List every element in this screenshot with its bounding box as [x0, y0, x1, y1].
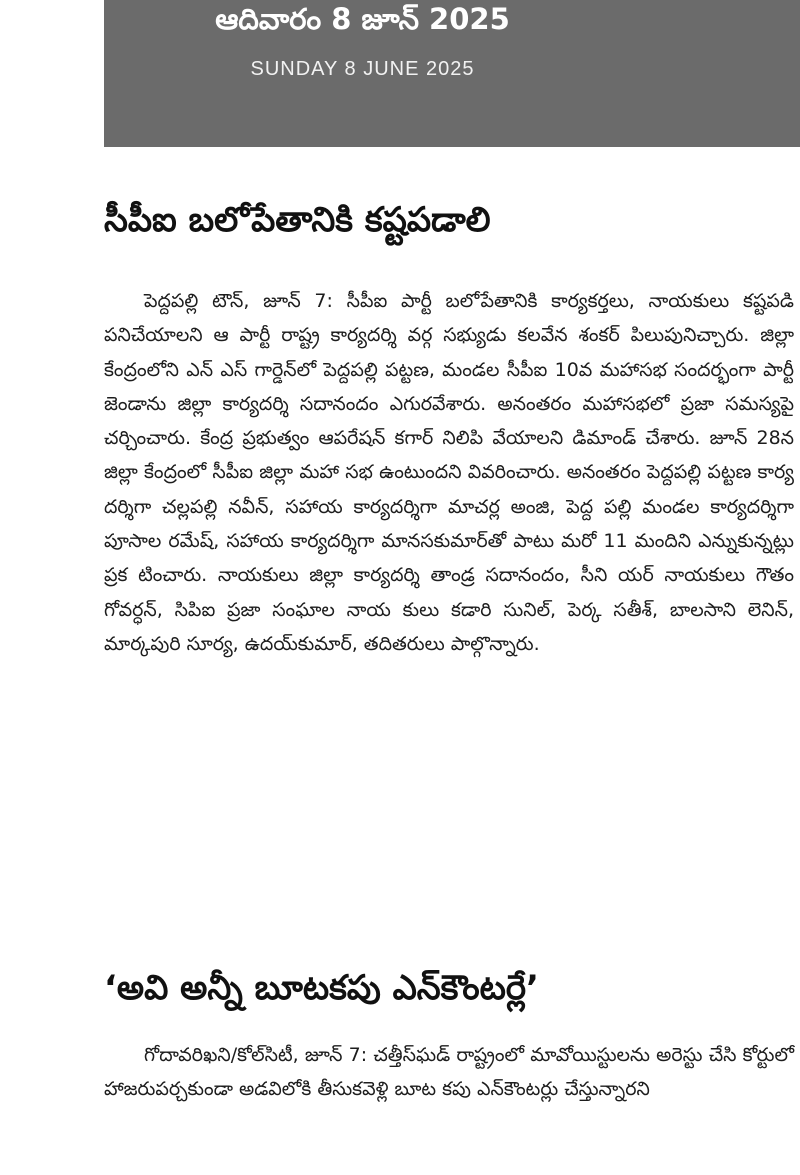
article-headline: ‘అవి అన్నీ బూటకపు ఎన్‌కౌంటర్లే’	[104, 968, 539, 1008]
date-banner	[104, 0, 800, 147]
article-body: పెద్దపల్లి టౌన్, జూన్ 7: సీపీఐ పార్టీ బలోపేతానికి కార్యకర్తలు, నాయకులు కష్టపడి పనిచేయాలని ఆ పార్టీ రాష్ట్ర కార్యదర్శి వర్గ సభ్యుడు కలవేన శంకర్ పిలుపునిచ్చారు. జిల్లా కేంద్రంలోని ఎన్ ఎస్ గార్డెన్‌లో పెద్దపల్లి పట్టణ, మండల సీపీఐ 10వ మహాసభ సందర్భంగా పార్టీ జెండాను జిల్లా కార్యదర్శి సదానందం ఎగురవేశారు. అనంతరం మహాసభలో ప్రజా సమస్యపై చర్చించారు. కేంద్ర ప్రభుత్వం ఆపరేషన్ కగార్ నిలిపి వేయాలని డిమాండ్ చేశారు. జూన్ 28న జిల్లా కేంద్రంలో సీపీఐ జిల్లా మహా సభ ఉంటుందని వివరించారు. అనంతరం పెద్దపల్లి పట్టణ కార్య దర్శిగా చల్లపల్లి నవీన్, సహాయ కార్యదర్శిగా మాచర్ల అంజి, పెద్ద పల్లి మండల కార్యదర్శిగా పూసాల రమేష్, సహాయ కార్యదర్శిగా మానసకుమార్‌తో పాటు మరో 11 మందిని ఎన్నుకున్నట్లు ప్రక టించారు. నాయకులు జిల్లా కార్యదర్శి తాండ్ర సదానందం, సీని యర్ నాయకులు గౌతం గోవర్ధన్, సిపిఐ ప్రజా సంఘాల నాయ కులు కడారి సునిల్, పెర్క సతీశ్, బాలసాని లెనిన్, మార్కపురి సూర్య, ఉదయ్‌కుమార్, తదితరులు పాల్గొన్నారు.	[104, 290, 794, 655]
article-cpi-strengthen	[104, 198, 794, 661]
date-telugu: ఆదివారం 8 జూన్ 2025	[215, 2, 510, 36]
article-fake-encounters	[104, 966, 794, 1107]
article-headline: సీపీఐ బలోపేతానికి కష్టపడాలి	[104, 200, 491, 240]
article-body: గోదావరిఖని/కోల్‌సిటీ, జూన్ 7: చత్తీస్‌ఘడ్ రాష్ట్రంలో మావోయిస్టులను అరెస్టు చేసి కోర్టులో హాజరుపర్చకుండా అడవిలోకి తీసుకవెళ్లి బూట కపు ఎన్‌కౌంటర్లు చేస్తున్నారని	[104, 1044, 794, 1101]
date-english: SUNDAY 8 JUNE 2025	[250, 58, 475, 80]
